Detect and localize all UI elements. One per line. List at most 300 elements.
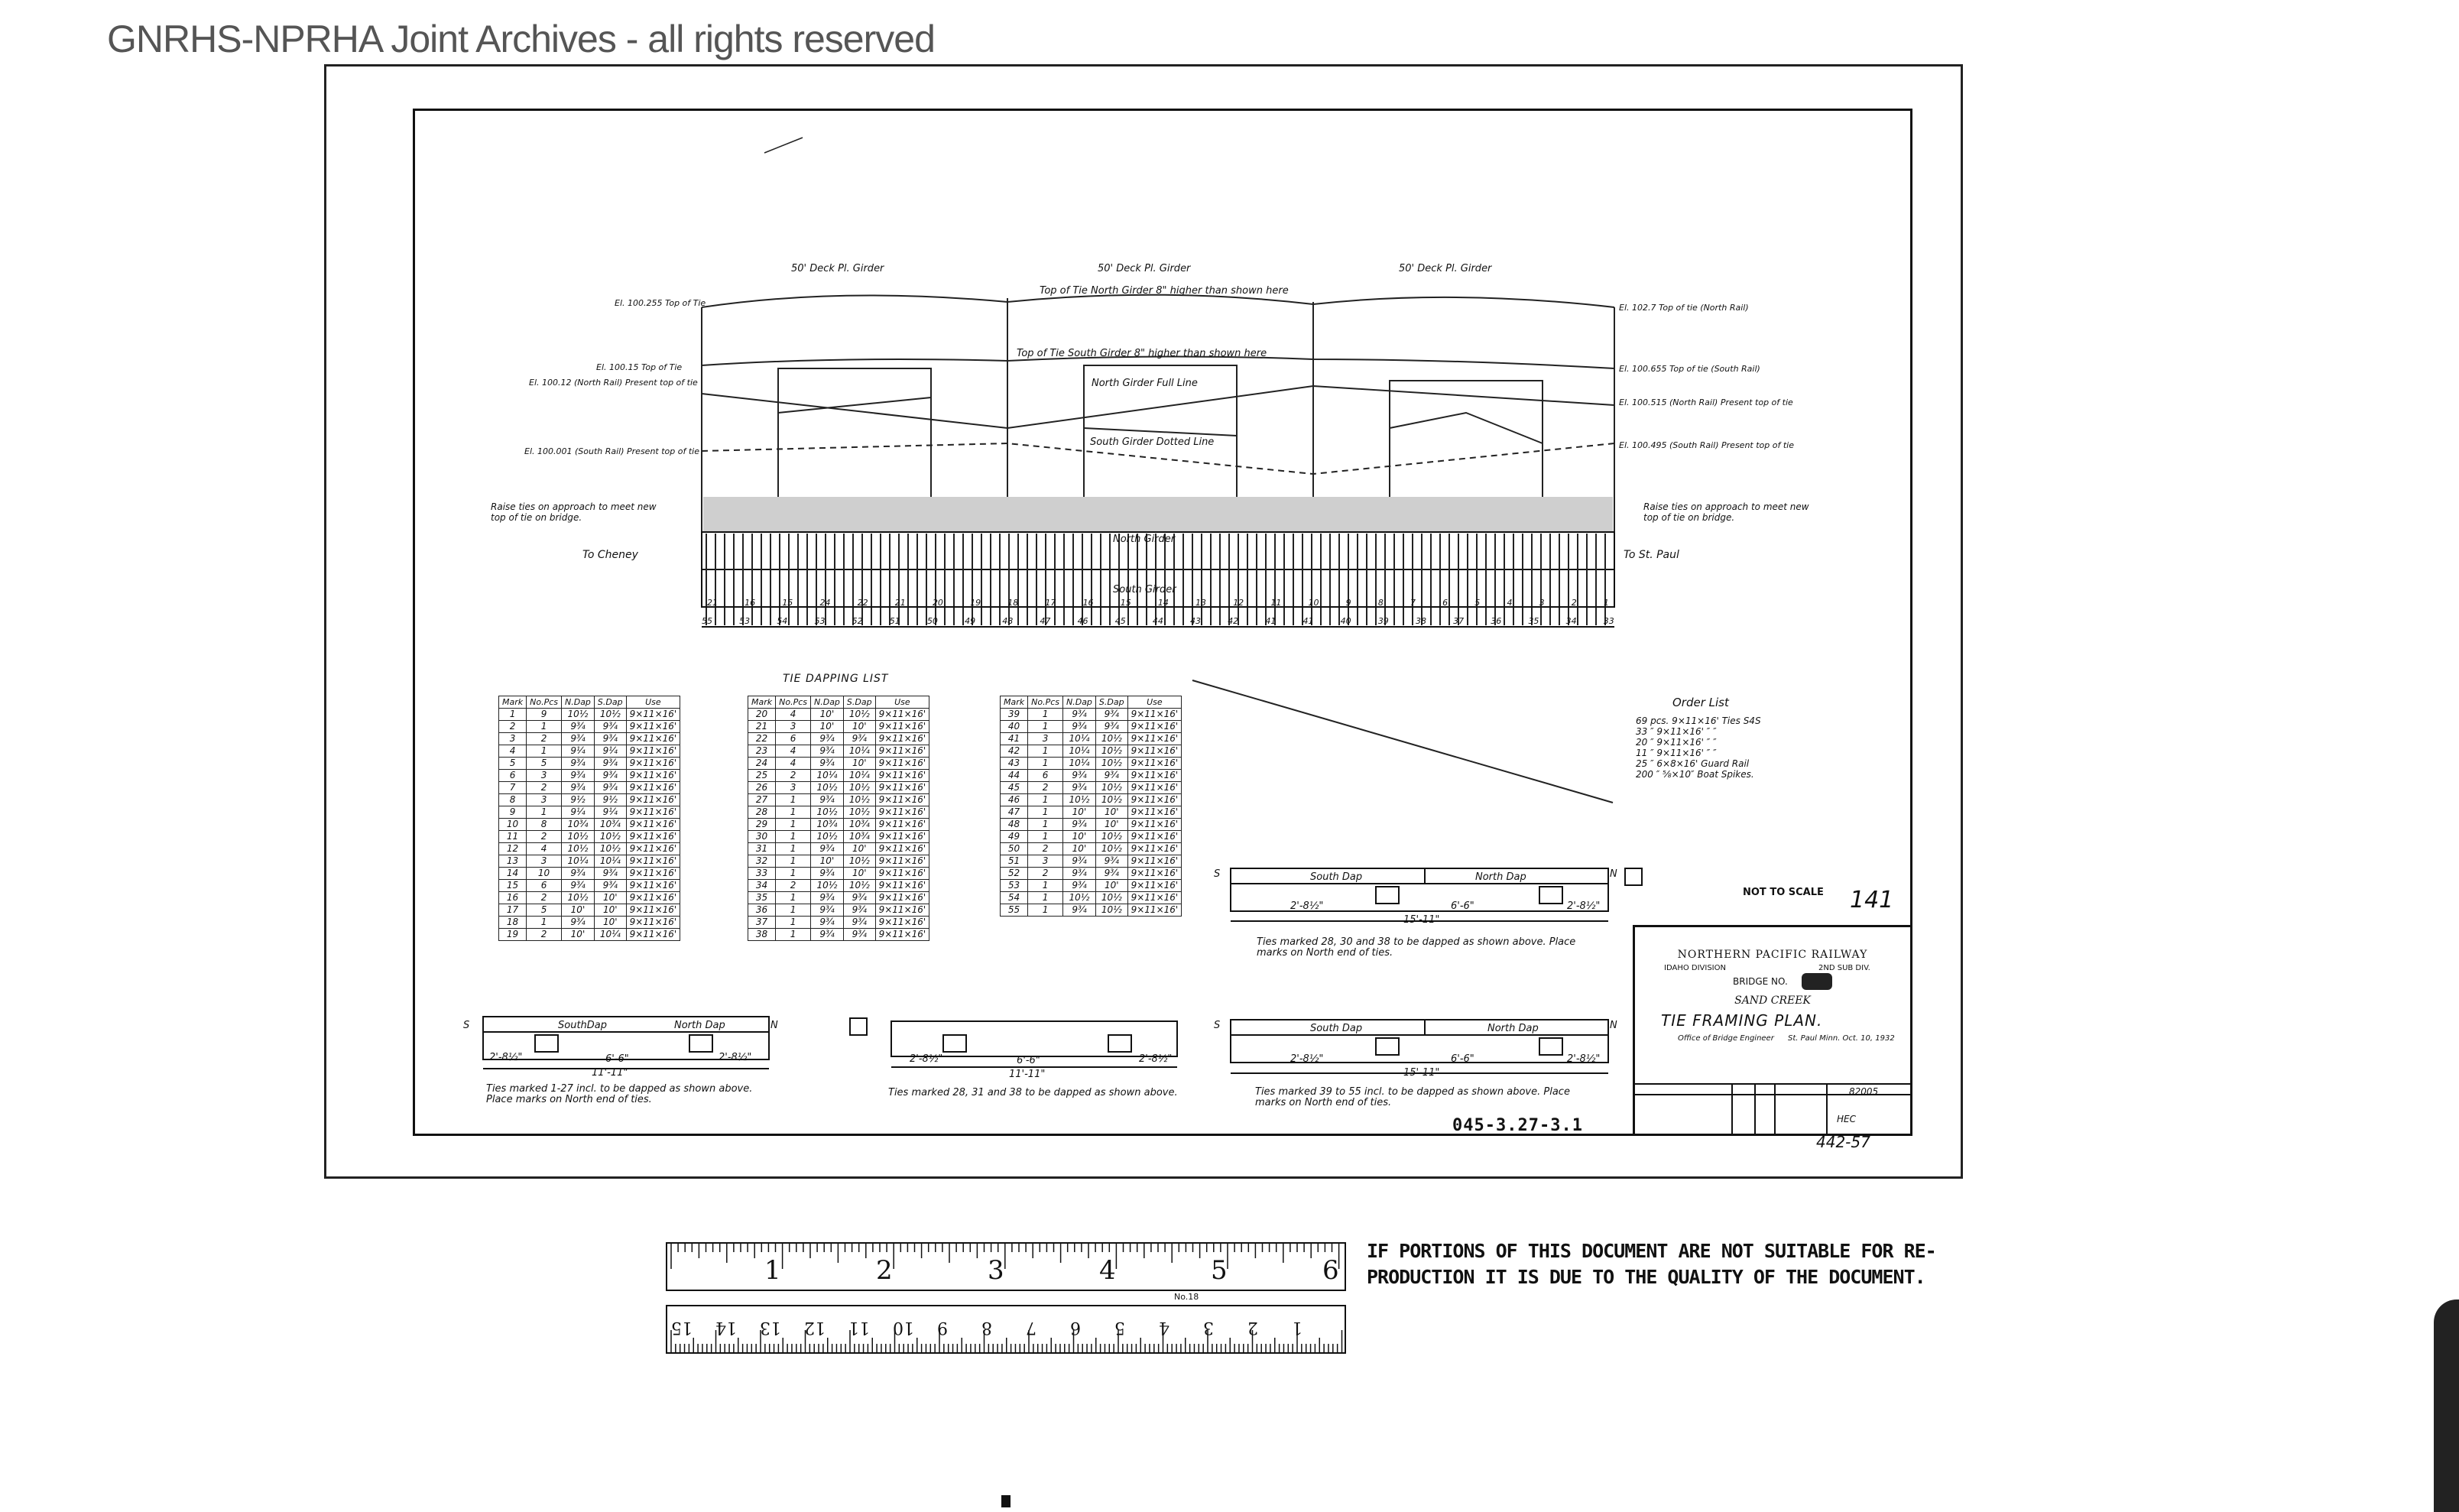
dim-total-right: 15'-11" (1403, 1067, 1440, 1079)
table-cell: 27 (748, 794, 776, 806)
table-cell: 9½ (594, 794, 626, 806)
table-cell: 10¾ (843, 819, 875, 831)
table-cell: 9¾ (811, 745, 844, 758)
table-cell: 10' (843, 868, 875, 880)
ruler-number: 13 (760, 1318, 781, 1337)
ruler-number: 4 (1159, 1318, 1169, 1337)
table-cell: 10' (811, 721, 844, 733)
table-cell: 11 (499, 831, 527, 843)
table-cell: 9×11×16' (626, 855, 680, 868)
table-cell: 10' (1063, 831, 1096, 843)
table-cell: 25 (748, 770, 776, 782)
table-cell: 20 (748, 709, 776, 721)
ruler-top-numbers (665, 1255, 1347, 1286)
table-cell: 13 (499, 855, 527, 868)
table-cell: 1 (776, 855, 811, 868)
table-cell: 52 (1001, 868, 1028, 880)
north-dap-label-left: North Dap (674, 1020, 725, 1031)
tie-number: 53 (814, 616, 826, 626)
table-cell: 10' (1063, 843, 1096, 855)
north-dap-label-right: North Dap (1487, 1023, 1539, 1034)
to-cheney-label: To Cheney (582, 549, 638, 561)
table-cell: 36 (748, 904, 776, 917)
right-elevation-1: El. 102.7 Top of tie (North Rail) (1619, 303, 1749, 313)
girder-label-2: 50' Deck Pl. Girder (1098, 263, 1191, 274)
table-cell: 31 (748, 843, 776, 855)
table-header-cell: Mark (748, 696, 776, 709)
table-cell: 9×11×16' (875, 892, 929, 904)
table-cell: 4 (776, 745, 811, 758)
table-cell: 7 (499, 782, 527, 794)
table-cell: 48 (1001, 819, 1028, 831)
table-cell: 9¾ (811, 794, 844, 806)
table-cell: 10¼ (843, 745, 875, 758)
dim-mid-upper: 6'-6" (1451, 900, 1474, 912)
tie-number: 54 (777, 616, 788, 626)
table-cell: 9×11×16' (1127, 733, 1182, 745)
n-marker-right: N (1610, 1020, 1617, 1031)
tie-number: 20 (932, 598, 943, 608)
drawing-code: 045-3.27-3.1 (1452, 1116, 1583, 1135)
table-cell: 10' (562, 904, 595, 917)
table-cell: 35 (748, 892, 776, 904)
table-cell: 46 (1001, 794, 1028, 806)
table-cell: 9¾ (594, 782, 626, 794)
table-cell: 10¾ (843, 831, 875, 843)
tie-number: 15 (1120, 598, 1131, 608)
south-girder-dotted-line-label: South Girder Dotted Line (1090, 436, 1215, 448)
table-cell: 9×11×16' (875, 880, 929, 892)
table-header-cell: Use (626, 696, 680, 709)
right-elevation-2: El. 100.655 Top of tie (South Rail) (1619, 364, 1760, 374)
s-marker-right: S (1214, 1020, 1221, 1031)
table-cell: 9×11×16' (1127, 721, 1182, 733)
table-cell: 9¼ (594, 745, 626, 758)
table-cell: 10½ (1095, 904, 1127, 917)
table-cell: 9¾ (562, 868, 595, 880)
north-girder-full-line-label: North Girder Full Line (1092, 378, 1198, 389)
table-cell: 55 (1001, 904, 1028, 917)
table-cell: 3 (776, 782, 811, 794)
dap-detail-box-right-upper (1231, 868, 1608, 911)
table-cell: 10' (594, 892, 626, 904)
order-line: 200 ″ ⅝×10″ Boat Spikes. (1636, 769, 1754, 780)
table-cell: 9×11×16' (1127, 855, 1182, 868)
ruler-number: 6 (1322, 1255, 1339, 1286)
tie-number: 5 (1474, 598, 1481, 608)
table-header-cell: N.Dap (1063, 696, 1096, 709)
ruler-number: 1 (1292, 1318, 1302, 1337)
table-cell: 2 (527, 831, 562, 843)
table-cell: 1 (1028, 745, 1063, 758)
table-cell: 2 (1028, 868, 1063, 880)
table-cell: 10' (1095, 819, 1127, 831)
table-cell: 4 (527, 843, 562, 855)
table-cell: 9½ (562, 794, 595, 806)
table-cell: 1 (1028, 892, 1063, 904)
table-cell: 10¾ (811, 819, 844, 831)
south-girder-callout: Top of Tie South Girder 8" higher than shown here (1017, 348, 1267, 359)
table-cell: 10' (594, 904, 626, 917)
table-cell: 6 (776, 733, 811, 745)
table-cell: 28 (748, 806, 776, 819)
table-cell: 10½ (843, 880, 875, 892)
table-cell: 10½ (594, 709, 626, 721)
table-cell: 34 (748, 880, 776, 892)
table-cell: 2 (1028, 843, 1063, 855)
table-cell: 1 (776, 868, 811, 880)
tie-number: 4 (1507, 598, 1513, 608)
table-cell: 9×11×16' (1127, 819, 1182, 831)
table-cell: 9¾ (594, 770, 626, 782)
table-cell: 10½ (1095, 831, 1127, 843)
south-dap-label-left: SouthDap (558, 1020, 608, 1031)
tie-number: 37 (1453, 616, 1465, 626)
table-cell: 5 (527, 904, 562, 917)
table-cell: 9¾ (562, 770, 595, 782)
table-cell: 3 (499, 733, 527, 745)
table-cell: 23 (748, 745, 776, 758)
ruler-number: 6 (1070, 1318, 1081, 1337)
table-cell: 1 (776, 819, 811, 831)
table-cell: 10½ (594, 831, 626, 843)
table-cell: 10½ (562, 843, 595, 855)
table-cell: 50 (1001, 843, 1028, 855)
tie-number: 36 (1491, 616, 1502, 626)
dim-left-left: 2'-8½" (489, 1052, 523, 1063)
table-cell: 53 (1001, 880, 1028, 892)
table-cell: 9×11×16' (875, 709, 929, 721)
table-cell: 1 (1028, 758, 1063, 770)
north-girder-plan-label: North Girder (1113, 534, 1176, 545)
scale-ruler (665, 1241, 1347, 1355)
s-marker-upper: S (1214, 868, 1221, 880)
table-cell: 9×11×16' (626, 892, 680, 904)
table-cell: 9×11×16' (1127, 770, 1182, 782)
creek-name: SAND CREEK (1734, 994, 1811, 1007)
table-cell: 9¾ (594, 721, 626, 733)
table-cell: 1 (527, 721, 562, 733)
table-cell: 9×11×16' (1127, 758, 1182, 770)
table-cell: 9×11×16' (1127, 831, 1182, 843)
ruler-number: 10 (893, 1318, 914, 1337)
table-cell: 9×11×16' (626, 819, 680, 831)
tie-number: 6 (1442, 598, 1448, 608)
ruler-label: No.18 (1174, 1292, 1199, 1302)
table-cell: 10¼ (562, 855, 595, 868)
table-cell: 9×11×16' (626, 709, 680, 721)
tie-number: 13 (1195, 598, 1207, 608)
table-header-cell: N.Dap (562, 696, 595, 709)
table-cell: 9×11×16' (875, 806, 929, 819)
table-cell: 10½ (562, 831, 595, 843)
table-cell: 10' (843, 843, 875, 855)
table-cell: 10¼ (1063, 745, 1096, 758)
table-cell: 18 (499, 917, 527, 929)
table-cell: 9×11×16' (626, 758, 680, 770)
left-elevation-4: El. 100.001 (South Rail) Present top of tie (524, 446, 699, 456)
table-cell: 10 (527, 868, 562, 880)
table-cell: 9×11×16' (626, 880, 680, 892)
ruler-number: 5 (1114, 1318, 1125, 1337)
bridge-no-label: BRIDGE NO. (1733, 976, 1788, 987)
table-cell: 1 (1028, 806, 1063, 819)
table-cell: 9×11×16' (875, 770, 929, 782)
table-cell: 1 (776, 831, 811, 843)
tie-number: 18 (1007, 598, 1019, 608)
table-cell: 9×11×16' (626, 868, 680, 880)
table-cell: 3 (527, 770, 562, 782)
table-cell: 10' (811, 855, 844, 868)
tie-number: 3 (1539, 598, 1545, 608)
tie-number: 12 (1233, 598, 1244, 608)
table-cell: 41 (1001, 733, 1028, 745)
table-cell: 1 (776, 929, 811, 941)
table-cell: 9×11×16' (1127, 904, 1182, 917)
right-elevation-4: El. 100.495 (South Rail) Present top of tie (1619, 440, 1794, 450)
tie-number: 2 (1571, 598, 1577, 608)
tie-number: 53 (739, 616, 751, 626)
ruler-bottom-numbers (665, 1318, 1347, 1348)
table-cell: 9¾ (811, 733, 844, 745)
table-cell: 10½ (1063, 892, 1096, 904)
table-cell: 9×11×16' (1127, 806, 1182, 819)
table-cell: 1 (1028, 831, 1063, 843)
south-dap-label-upper: South Dap (1310, 871, 1363, 883)
place-date: St. Paul Minn. Oct. 10, 1932 (1788, 1034, 1895, 1043)
table-cell: 9¾ (811, 868, 844, 880)
table-cell: 9×11×16' (1127, 892, 1182, 904)
table-cell: 10½ (811, 831, 844, 843)
ruler-number: 9 (937, 1318, 948, 1337)
order-line: 69 pcs. 9×11×16' Ties S4S (1636, 715, 1761, 726)
tie-number: 38 (1415, 616, 1426, 626)
ruler-number: 3 (988, 1255, 1004, 1286)
table-cell: 9×11×16' (626, 733, 680, 745)
table-cell: 24 (748, 758, 776, 770)
table-cell: 10½ (562, 892, 595, 904)
tie-number: 34 (1565, 616, 1577, 626)
tie-number: 41 (1265, 616, 1277, 626)
order-line: 11 ″ 9×11×16' ″ ″ (1636, 748, 1717, 758)
table-cell: 5 (527, 758, 562, 770)
tie-number: 41 (1302, 616, 1314, 626)
table-cell: 45 (1001, 782, 1028, 794)
table-cell: 3 (776, 721, 811, 733)
sheet-mark: 141 (1850, 887, 1894, 913)
table-cell: 9¾ (843, 929, 875, 941)
table-cell: 9×11×16' (875, 843, 929, 855)
table-cell: 5 (499, 758, 527, 770)
raise-note-left: Raise ties on approach to meet new top of tie on bridge. (491, 501, 657, 523)
table-cell: 9¼ (562, 806, 595, 819)
tie-number: 1 (1603, 598, 1609, 608)
table-cell: 9×11×16' (1127, 782, 1182, 794)
table-cell: 9×11×16' (875, 929, 929, 941)
tie-number: 21 (894, 598, 906, 608)
table-cell: 12 (499, 843, 527, 855)
table-cell: 9×11×16' (875, 782, 929, 794)
table-cell: 9¾ (562, 758, 595, 770)
table-cell: 1 (1028, 880, 1063, 892)
table-cell: 9¾ (1095, 855, 1127, 868)
dim-right-left: 2'-8½" (719, 1052, 752, 1063)
table-cell: 10 (499, 819, 527, 831)
table-cell: 16 (499, 892, 527, 904)
table-cell: 10¾ (594, 819, 626, 831)
table-cell: 9¾ (594, 758, 626, 770)
table-header-cell: No.Pcs (1028, 696, 1063, 709)
tie-number: 43 (1190, 616, 1202, 626)
table-cell: 10¾ (562, 819, 595, 831)
table-cell: 15 (499, 880, 527, 892)
ruler-number: 2 (1247, 1318, 1258, 1337)
table-cell: 9¾ (562, 782, 595, 794)
table-cell: 9×11×16' (1127, 880, 1182, 892)
table-cell: 10½ (843, 806, 875, 819)
table-cell: 9¾ (1063, 709, 1096, 721)
table-cell: 9×11×16' (875, 904, 929, 917)
table-cell: 9¾ (1095, 868, 1127, 880)
corner-number: 442-57 (1816, 1133, 1870, 1151)
south-dap-label-right: South Dap (1310, 1023, 1363, 1034)
table-cell: 9×11×16' (875, 831, 929, 843)
north-girder-callout: Top of Tie North Girder 8" higher than shown here (1040, 285, 1289, 297)
table-cell: 10½ (562, 709, 595, 721)
tie-number: 16 (745, 598, 756, 608)
table-cell: 43 (1001, 758, 1028, 770)
table-cell: 4 (776, 709, 811, 721)
tie-number: 52 (852, 616, 863, 626)
table-cell: 9×11×16' (875, 758, 929, 770)
reproduction-notice (1367, 1238, 1936, 1290)
bridge-no-redacted (1802, 973, 1832, 990)
ruler-number: 7 (1026, 1318, 1036, 1337)
ruler-number: 8 (981, 1318, 992, 1337)
dim-right-upper: 2'-8½" (1567, 900, 1601, 912)
table-cell: 10½ (811, 880, 844, 892)
table-cell: 4 (776, 758, 811, 770)
table-cell: 9¾ (811, 758, 844, 770)
table-cell: 10½ (1095, 733, 1127, 745)
tie-number: 14 (1157, 598, 1169, 608)
table-cell: 19 (499, 929, 527, 941)
not-to-scale-label: NOT TO SCALE (1743, 887, 1824, 898)
table-cell: 9×11×16' (626, 904, 680, 917)
table-cell: 10¼ (811, 770, 844, 782)
table-cell: 9¾ (1063, 868, 1096, 880)
tie-number: 44 (1152, 616, 1163, 626)
table-header-cell: No.Pcs (776, 696, 811, 709)
table-cell: 10½ (843, 794, 875, 806)
table-cell: 26 (748, 782, 776, 794)
table-header-cell: N.Dap (811, 696, 844, 709)
subdivision-label: 2ND SUB DIV. (1818, 964, 1870, 972)
notice-line-2: PRODUCTION IT IS DUE TO THE QUALITY OF THE DOCUMENT. (1367, 1266, 1925, 1288)
tie-number: 46 (1077, 616, 1088, 626)
table-cell: 9¾ (562, 880, 595, 892)
table-cell: 1 (776, 917, 811, 929)
dim-mid-right: 6'-6" (1451, 1053, 1474, 1065)
table-cell: 30 (748, 831, 776, 843)
table-cell: 9×11×16' (875, 855, 929, 868)
table-header-cell: No.Pcs (527, 696, 562, 709)
table-cell: 1 (527, 745, 562, 758)
table-cell: 9¼ (562, 745, 595, 758)
tie-number: 24 (819, 598, 831, 608)
table-cell: 1 (1028, 721, 1063, 733)
ruler-number: 3 (1203, 1318, 1214, 1337)
table-cell: 9×11×16' (626, 806, 680, 819)
dim-left-upper: 2'-8½" (1290, 900, 1324, 912)
table-cell: 9¾ (1095, 721, 1127, 733)
table-cell: 10½ (811, 782, 844, 794)
table-cell: 4 (499, 745, 527, 758)
table-cell: 9¾ (562, 733, 595, 745)
girder-label-3: 50' Deck Pl. Girder (1399, 263, 1492, 274)
table-cell: 1 (1028, 819, 1063, 831)
table-cell: 9¾ (1063, 855, 1096, 868)
ruler-number: 4 (1099, 1255, 1116, 1286)
table-cell: 10' (843, 758, 875, 770)
table-cell: 9¼ (594, 806, 626, 819)
table-cell: 9×11×16' (626, 782, 680, 794)
tie-number: 11 (1270, 598, 1282, 608)
dim-left-middle: 2'-8½" (910, 1053, 943, 1065)
table-cell: 10½ (1063, 794, 1096, 806)
archive-watermark: GNRHS-NPRHA Joint Archives - all rights reserved (107, 18, 935, 60)
dap-note-upper: Ties marked 28, 30 and 38 to be dapped as shown above. Place marks on North end of ties. (1257, 936, 1576, 959)
table-cell: 10' (1063, 806, 1096, 819)
table-cell: 9×11×16' (875, 721, 929, 733)
table-header-cell: S.Dap (594, 696, 626, 709)
dap-detail-box-right (1231, 1020, 1608, 1063)
table-cell: 6 (499, 770, 527, 782)
table-cell: 10½ (1095, 892, 1127, 904)
division-label: IDAHO DIVISION (1664, 964, 1726, 972)
order-line: 25 ″ 6×8×16' Guard Rail (1636, 758, 1750, 769)
table-cell: 10' (811, 709, 844, 721)
table-cell: 39 (1001, 709, 1028, 721)
s-marker-left: S (463, 1020, 470, 1031)
order-list-title: Order List (1672, 696, 1729, 709)
dap-note-middle: Ties marked 28, 31 and 38 to be dapped as shown above. (888, 1087, 1178, 1098)
table-cell: 9¾ (1063, 819, 1096, 831)
notice-line-1: IF PORTIONS OF THIS DOCUMENT ARE NOT SUITABLE FOR RE- (1367, 1240, 1936, 1262)
table-cell: 10¼ (1063, 758, 1096, 770)
table-cell: 2 (776, 770, 811, 782)
tie-number: 48 (1002, 616, 1014, 626)
tie-dapping-list-title: TIE DAPPING LIST (783, 673, 889, 685)
tie-number: 19 (970, 598, 981, 608)
tie-number: 42 (1228, 616, 1239, 626)
dim-total-left: 11'-11" (592, 1067, 628, 1079)
table-cell: 9¾ (811, 843, 844, 855)
table-cell: 10¼ (594, 855, 626, 868)
table-cell: 9×11×16' (626, 843, 680, 855)
left-elevation-3: El. 100.12 (North Rail) Present top of tie (529, 378, 698, 388)
table-cell: 10½ (811, 806, 844, 819)
table-cell: 10' (1095, 880, 1127, 892)
table-header-cell: Use (875, 696, 929, 709)
table-header-cell: S.Dap (1095, 696, 1127, 709)
to-st-paul-label: To St. Paul (1624, 549, 1679, 561)
table-cell: 9×11×16' (626, 794, 680, 806)
table-cell: 1 (527, 806, 562, 819)
table-cell: 9¾ (1095, 770, 1127, 782)
table-cell: 6 (527, 880, 562, 892)
table-cell: 2 (776, 880, 811, 892)
